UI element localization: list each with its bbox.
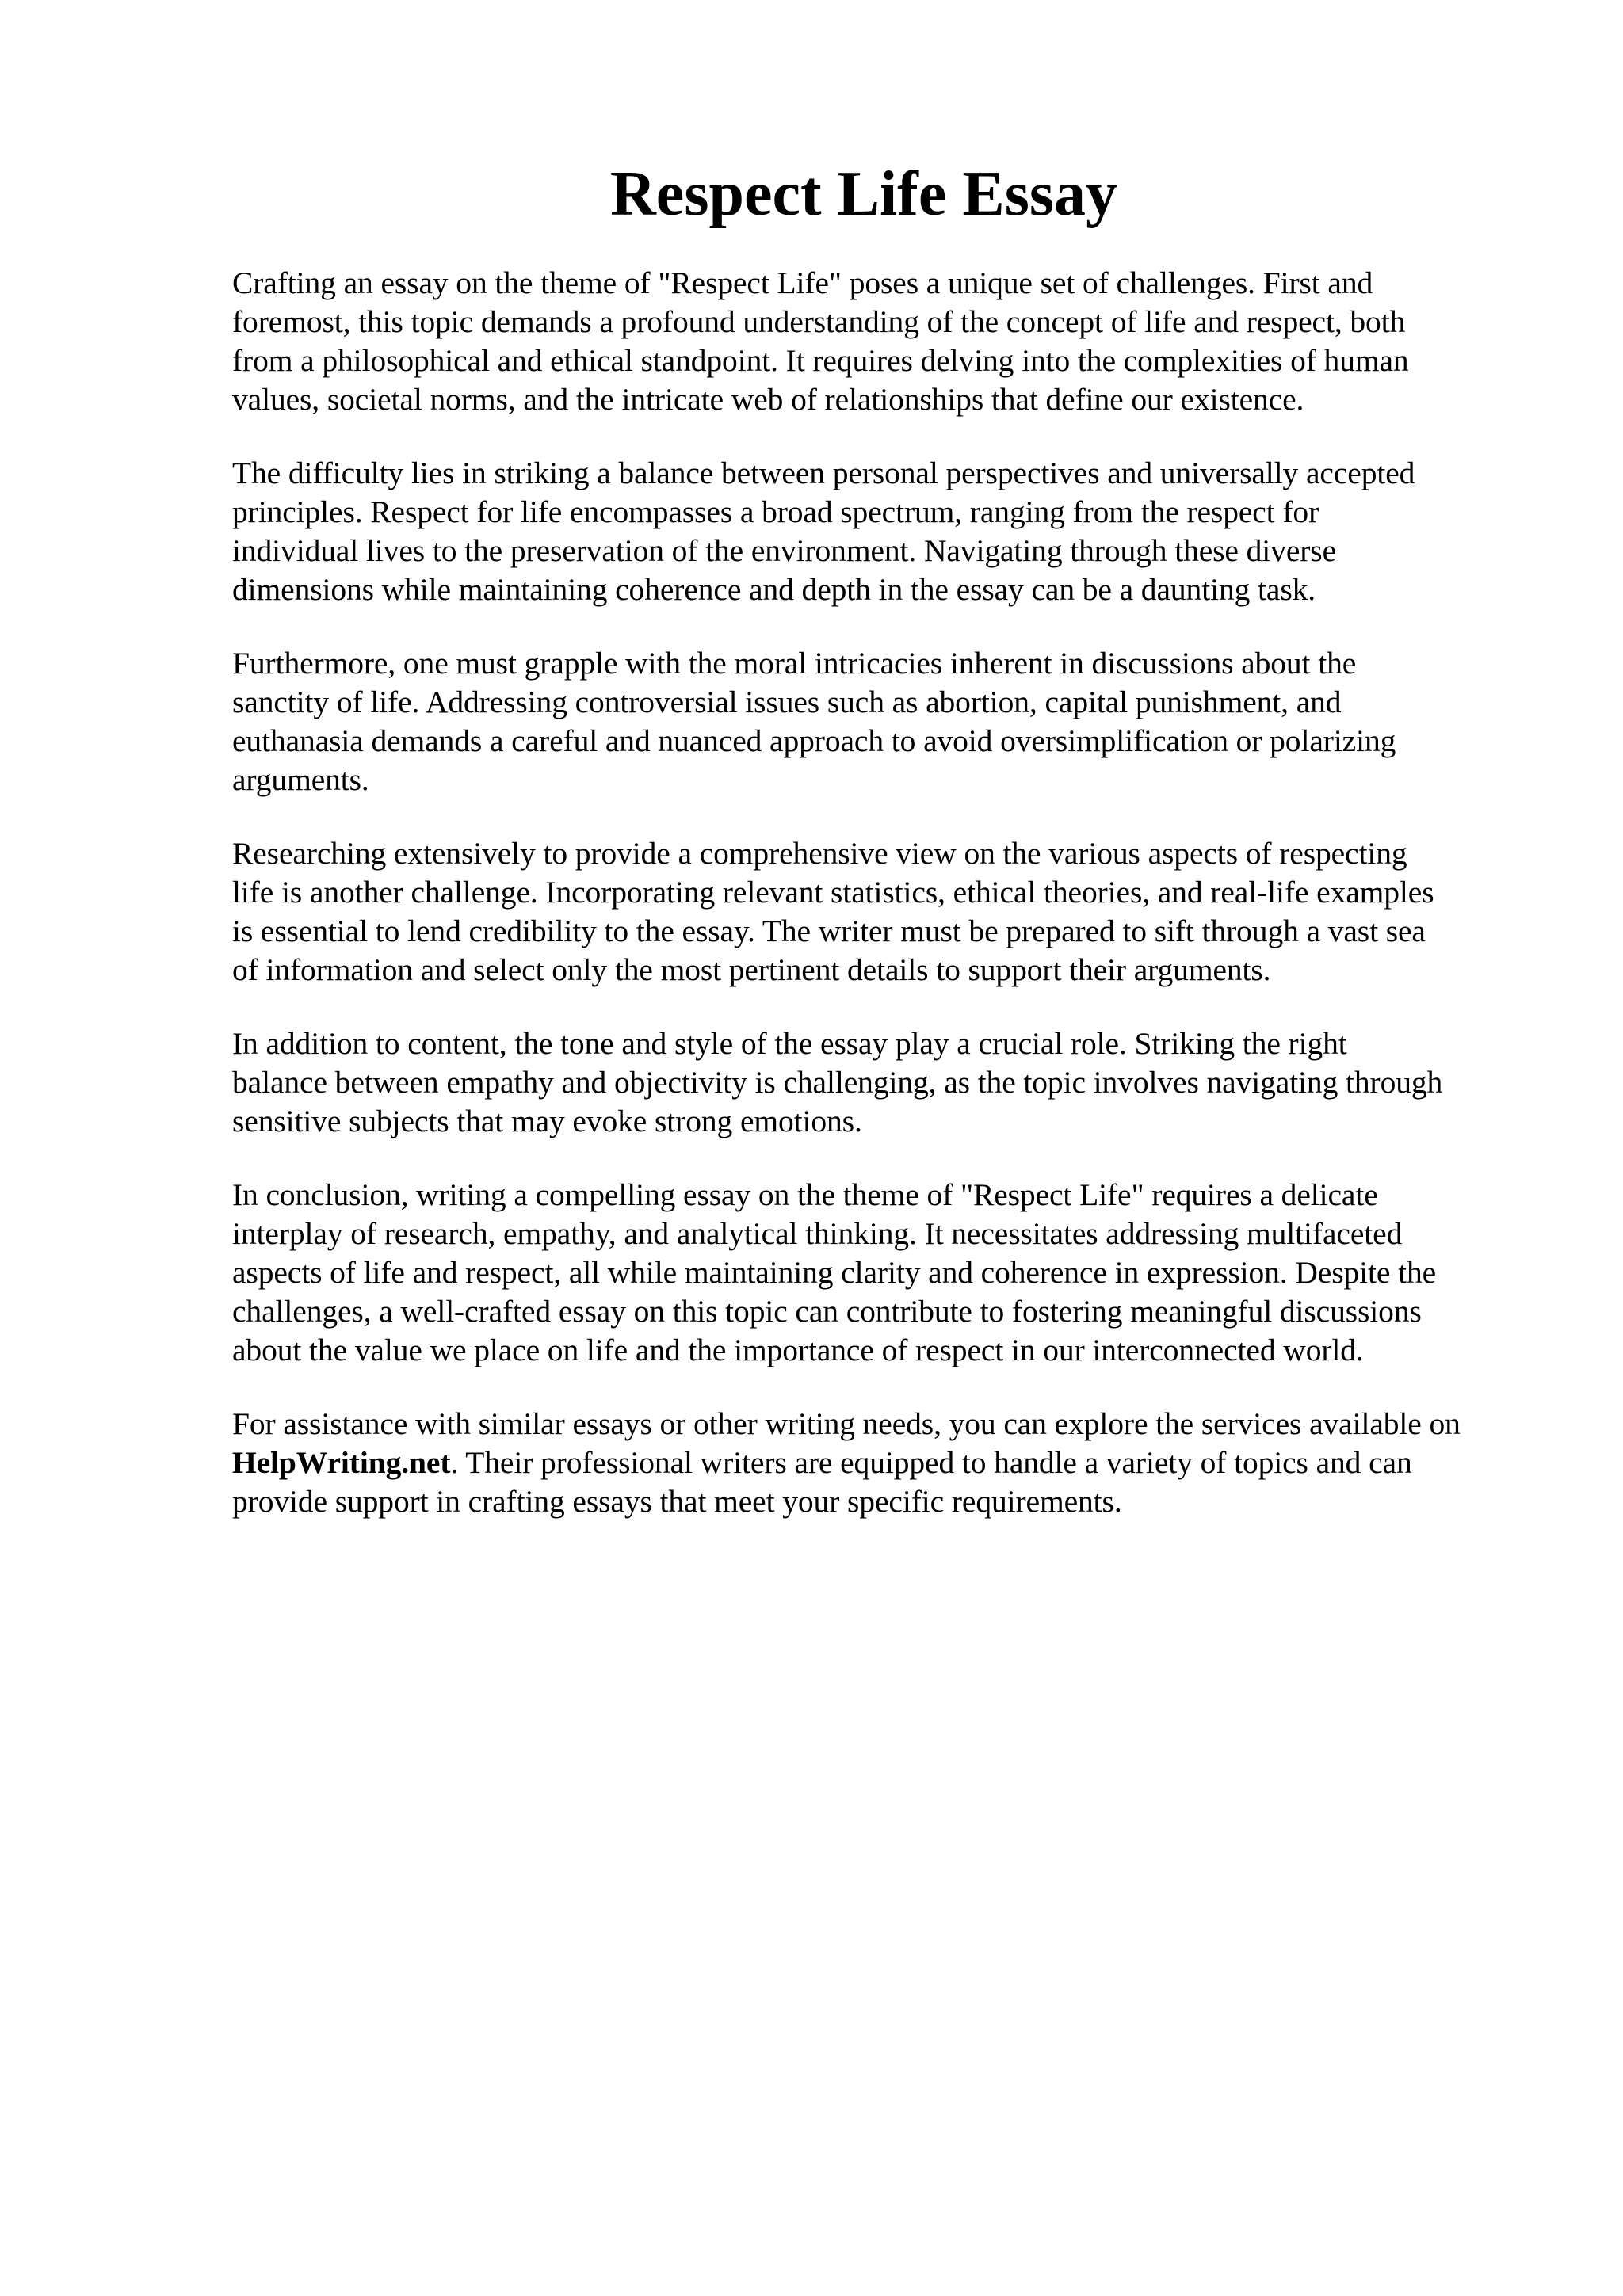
paragraph-line: of information and select only the most pertinent details to support their arguments. <box>232 952 1271 987</box>
paragraph-line: values, societal norms, and the intricate web of relationships that define our existence. <box>232 382 1304 417</box>
essay-body <box>232 264 1532 1556</box>
closing-line-2 <box>232 1444 1532 1482</box>
paragraph-line: life is another challenge. Incorporating relevant statistics, ethical theories, and real-life examples <box>232 875 1434 910</box>
paragraph-line: euthanasia demands a careful and nuanced approach to avoid oversimplification or polarizing <box>232 723 1396 758</box>
paragraph-line: Crafting an essay on the theme of "Respect Life" poses a unique set of challenges. First and <box>232 265 1373 300</box>
essay-paragraph <box>232 644 1532 799</box>
paragraph-line: principles. Respect for life encompasses a broad spectrum, ranging from the respect for <box>232 494 1319 529</box>
paragraph-line: individual lives to the preservation of the environment. Navigating through these diverse <box>232 533 1337 568</box>
paragraph-line: Furthermore, one must grapple with the moral intricacies inherent in discussions about the <box>232 646 1357 681</box>
paragraph-line: about the value we place on life and the importance of respect in our interconnected world. <box>232 1333 1364 1367</box>
paragraph-line: interplay of research, empathy, and analytical thinking. It necessitates addressing multifaceted <box>232 1216 1403 1251</box>
essay-paragraph <box>232 454 1532 609</box>
paragraph-line: from a philosophical and ethical standpoint. It requires delving into the complexities of human <box>232 343 1409 378</box>
essay-paragraph <box>232 834 1532 990</box>
paragraph-line: The difficulty lies in striking a balance between personal perspectives and universally accepted <box>232 456 1415 490</box>
closing-line-3: provide support in crafting essays that meet your specific requirements. <box>232 1484 1122 1519</box>
brand-name: HelpWriting.net <box>232 1445 451 1480</box>
paragraph-list <box>232 264 1532 1370</box>
paragraph-line: Researching extensively to provide a comprehensive view on the various aspects of respecting <box>232 836 1407 871</box>
closing-line-1: For assistance with similar essays or other writing needs, you can explore the services available on <box>232 1406 1461 1441</box>
closing-paragraph <box>232 1405 1532 1521</box>
paragraph-line: is essential to lend credibility to the essay. The writer must be prepared to sift through a vast sea <box>232 913 1426 948</box>
page-title: Respect Life Essay <box>610 159 1117 229</box>
essay-paragraph <box>232 264 1532 419</box>
closing-line-2-rest: . Their professional writers are equipped to handle a variety of topics and can <box>450 1445 1412 1480</box>
paragraph-line: dimensions while maintaining coherence and depth in the essay can be a daunting task. <box>232 572 1316 607</box>
essay-paragraph <box>232 1176 1532 1370</box>
paragraph-line: sanctity of life. Addressing controversial issues such as abortion, capital punishment, and <box>232 685 1342 719</box>
essay-paragraph <box>232 1024 1532 1141</box>
paragraph-line: aspects of life and respect, all while maintaining clarity and coherence in expression. Despite the <box>232 1255 1437 1290</box>
paragraph-line: sensitive subjects that may evoke strong emotions. <box>232 1104 862 1138</box>
paragraph-line: foremost, this topic demands a profound understanding of the concept of life and respect, both <box>232 304 1406 339</box>
paragraph-line: balance between empathy and objectivity is challenging, as the topic involves navigating through <box>232 1065 1443 1100</box>
paragraph-line: arguments. <box>232 762 369 797</box>
paragraph-line: In conclusion, writing a compelling essay on the theme of "Respect Life" requires a delicate <box>232 1177 1378 1212</box>
paragraph-line: In addition to content, the tone and style of the essay play a crucial role. Striking the right <box>232 1026 1347 1061</box>
paragraph-line: challenges, a well-crafted essay on this topic can contribute to fostering meaningful discussions <box>232 1294 1422 1329</box>
